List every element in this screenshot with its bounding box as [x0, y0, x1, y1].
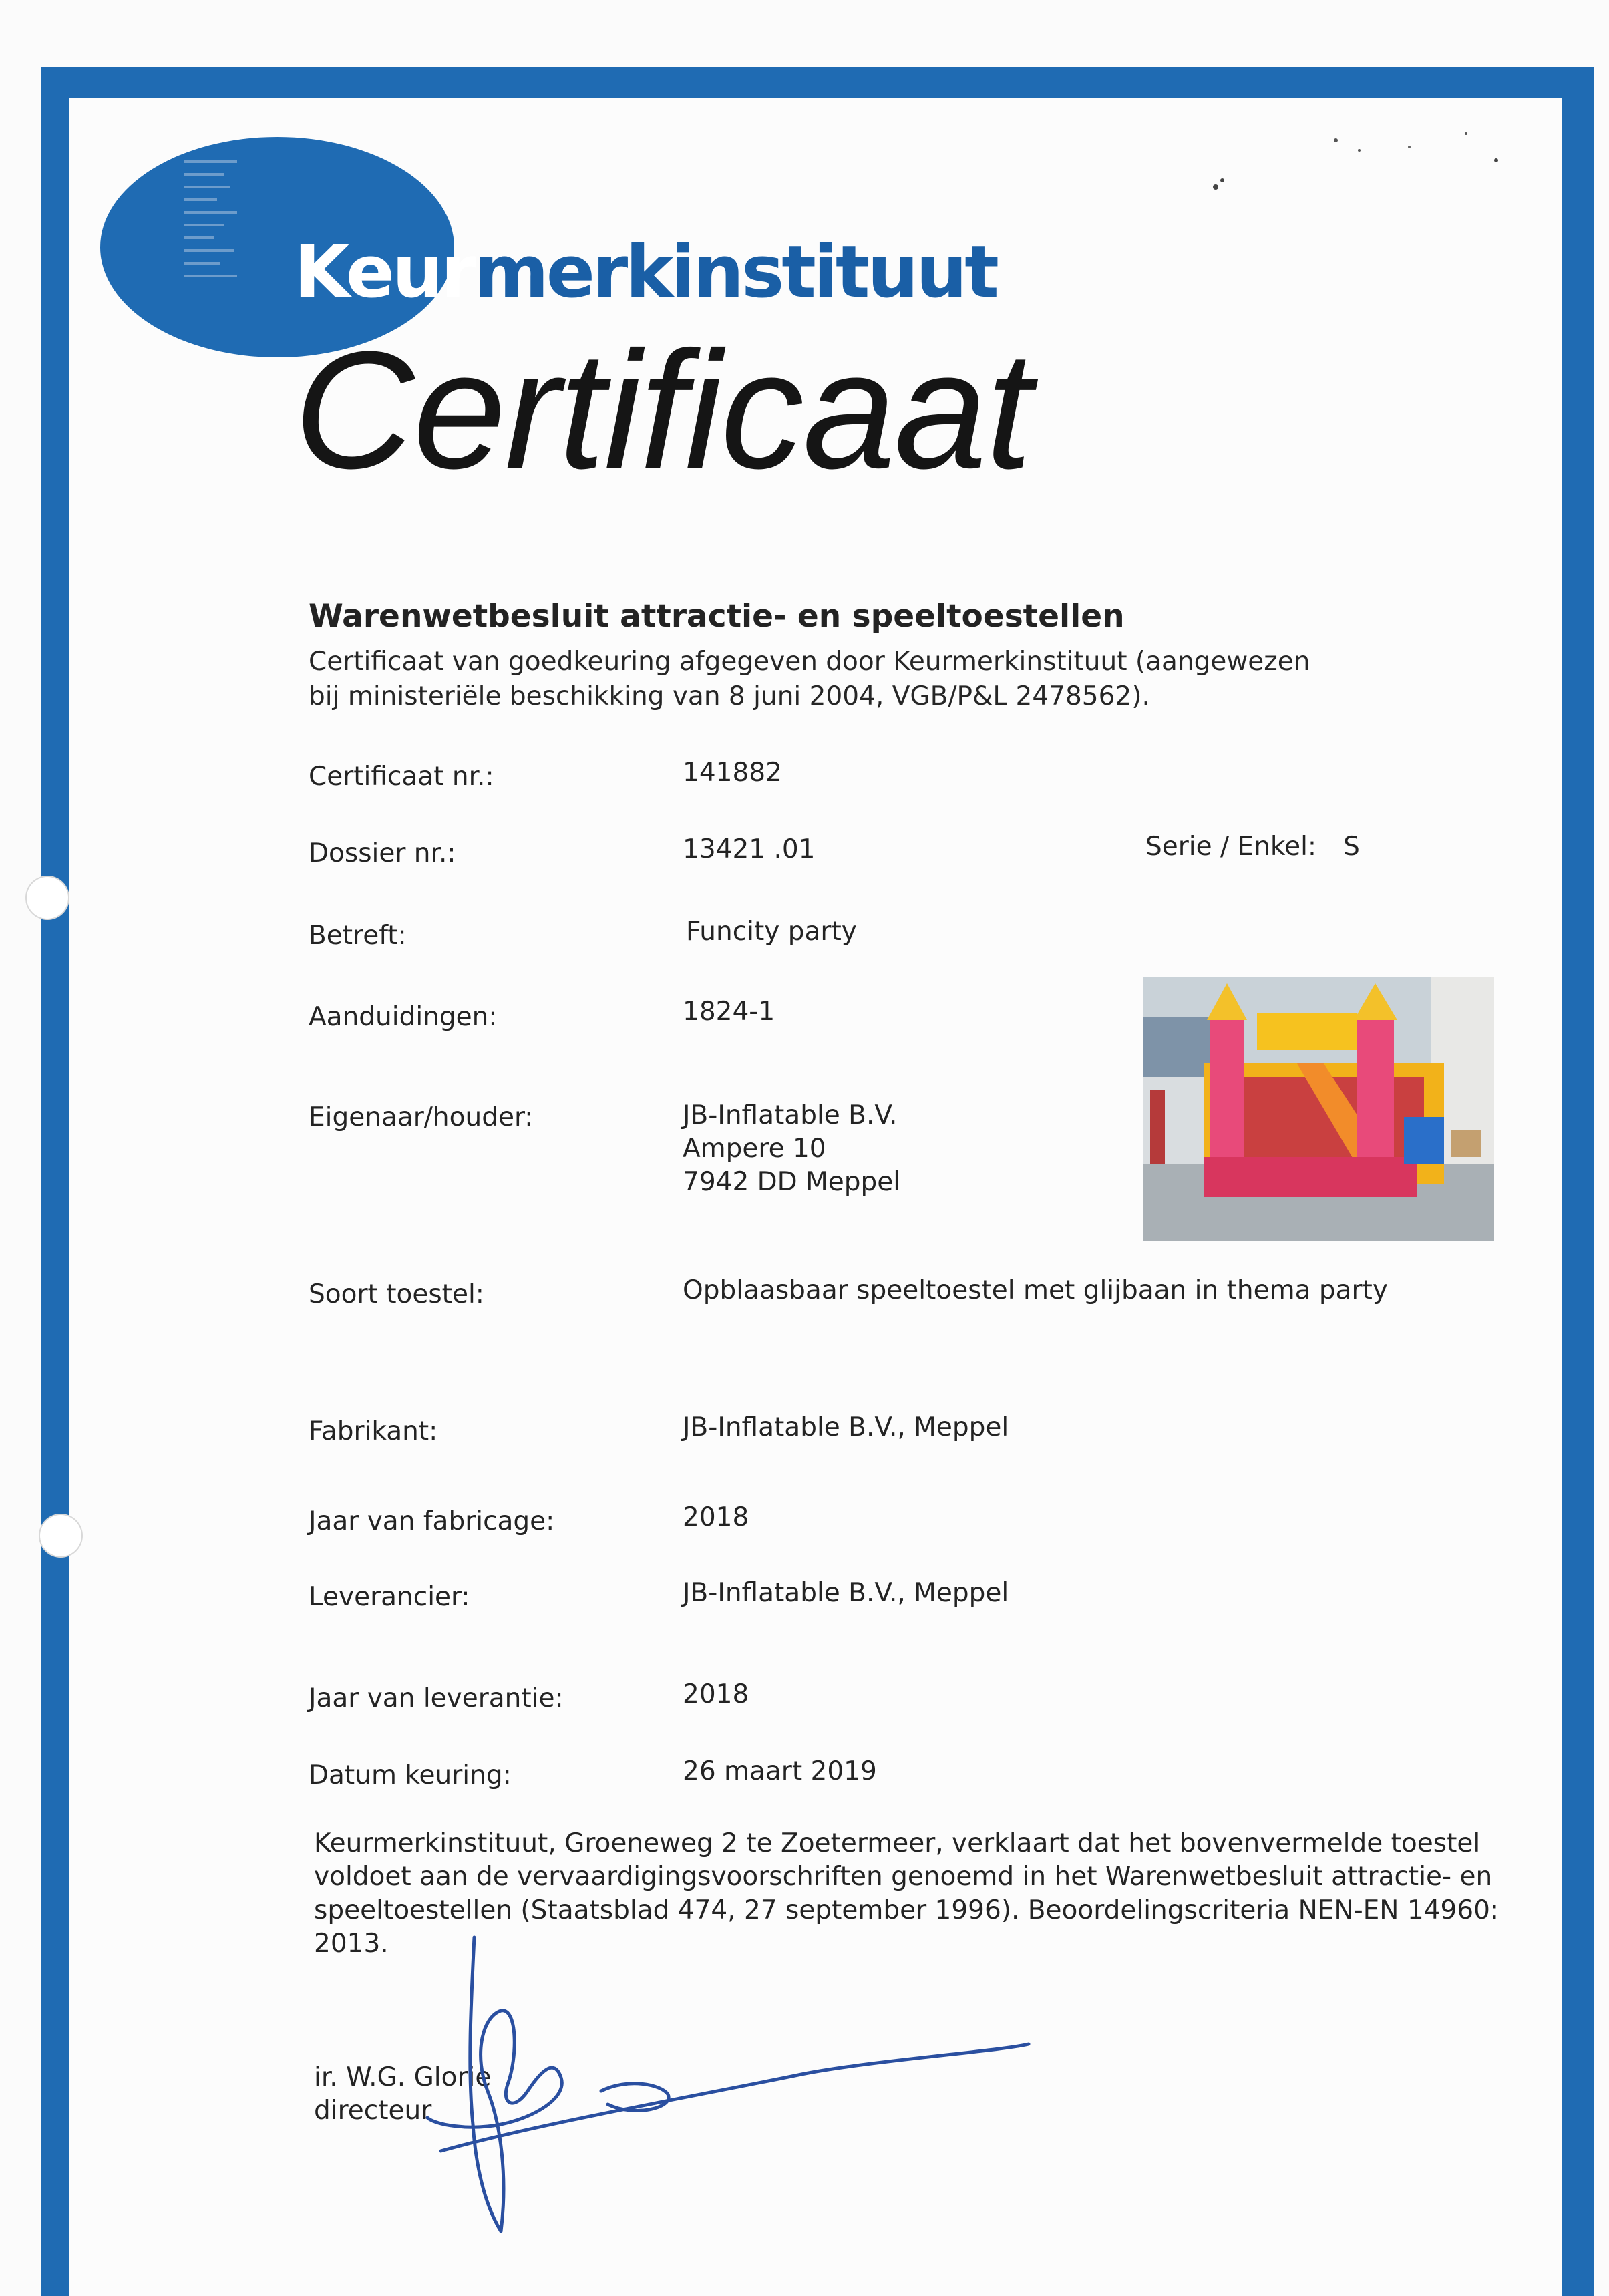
field-serie: [1145, 832, 1360, 862]
field-value: 2018: [683, 1502, 749, 1532]
address-line: Ampere 10: [683, 1134, 826, 1164]
field-value: 26 maart 2019: [683, 1756, 877, 1786]
signatory-role: directeur: [314, 2096, 432, 2126]
intro-text: [309, 645, 1377, 714]
product-photo: [1143, 977, 1494, 1241]
address-line: 7942 DD Meppel: [683, 1167, 901, 1197]
brand-name: [294, 230, 997, 314]
field-value: 1824-1: [683, 997, 775, 1027]
field-label: Fabrikant:: [309, 1416, 438, 1446]
intro-line: bij ministeriële beschikking van 8 juni 2004, VGB/P&L 2478562).: [309, 681, 1150, 711]
field-label: Datum keuring:: [309, 1760, 512, 1790]
field-label: Jaar van fabricage:: [309, 1506, 555, 1536]
field-label: Aanduidingen:: [309, 1002, 498, 1032]
brand-name-part: Keur: [294, 230, 474, 314]
field-value: 13421 .01: [683, 834, 816, 864]
field-value: JB-Inflatable B.V., Meppel: [683, 1578, 1009, 1608]
field-value: JB-Inflatable B.V., Meppel: [683, 1412, 1009, 1442]
field-value: 141882: [683, 758, 782, 788]
field-label: Leverancier:: [309, 1582, 470, 1612]
field-label: Serie / Enkel:: [1145, 832, 1317, 862]
field-label: Soort toestel:: [309, 1279, 484, 1309]
field-value: 2018: [683, 1679, 749, 1709]
signature: [401, 1924, 1035, 2245]
statement-line: Keurmerkinstituut, Groeneweg 2 te Zoetermeer, verklaart dat het bovenvermelde toestel: [314, 1828, 1481, 1858]
address-block: [683, 1099, 900, 1199]
page-title: Certificaat: [294, 317, 1031, 503]
brand-name-part: merkinstituut: [474, 230, 997, 314]
statement-line: voldoet aan de vervaardigingsvoorschriften genoemd in het Warenwetbesluit attractie- en: [314, 1862, 1493, 1892]
field-label: Eigenaar/houder:: [309, 1102, 534, 1132]
signatory-name: ir. W.G. Glorie: [314, 2062, 492, 2092]
intro-line: Certificaat van goedkeuring afgegeven door Keurmerkinstituut (aangewezen: [309, 647, 1310, 677]
field-label: Certificaat nr.:: [309, 762, 494, 792]
scan-specks: [1202, 120, 1523, 227]
punch-hole: [27, 877, 68, 919]
logo-stripes: [184, 160, 237, 287]
field-label: Dossier nr.:: [309, 838, 456, 868]
field-value: Opblaasbaar speeltoestel met glijbaan in thema party: [683, 1275, 1388, 1305]
bounce-castle-image: [1143, 977, 1494, 1241]
statement-line: speeltoestellen (Staatsblad 474, 27 september 1996). Beoordelingscriteria NEN-EN 14960:: [314, 1895, 1499, 1925]
section-heading: Warenwetbesluit attractie- en speeltoestellen: [309, 598, 1125, 635]
punch-hole: [40, 1515, 81, 1556]
field-value: Funcity party: [686, 917, 857, 947]
field-value: S: [1343, 832, 1360, 862]
field-label: Jaar van leverantie:: [309, 1683, 564, 1713]
address-line: JB-Inflatable B.V.: [683, 1100, 898, 1130]
field-label: Betreft:: [309, 921, 407, 951]
statement-line: 2013.: [314, 1929, 389, 1959]
